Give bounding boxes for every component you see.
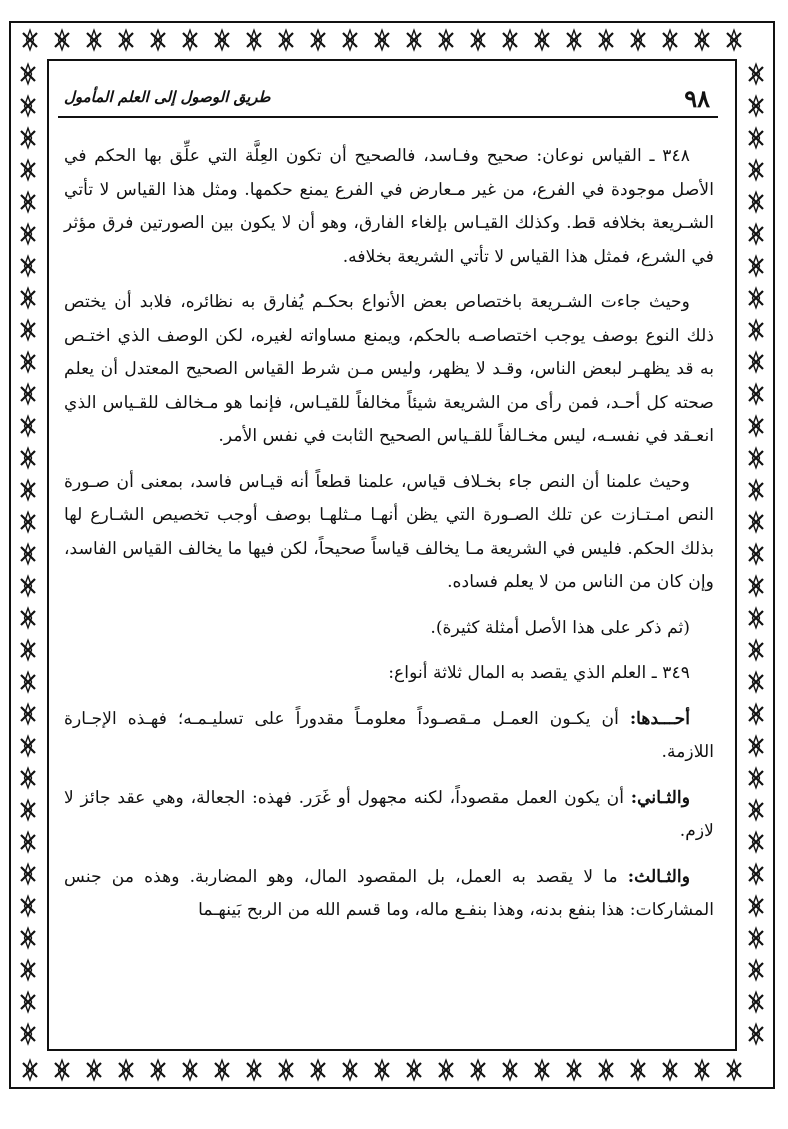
ornament-mark: [749, 803, 763, 817]
header-divider: [58, 116, 718, 118]
ornament-mark: [119, 33, 133, 47]
paragraph-text: (ثم ذكر على هذا الأصل أمثلة كثيرة).: [430, 617, 690, 638]
ornament-mark: [21, 419, 35, 433]
paragraph-text: أن يكـون العمـل مـقصـوداً معلومـاً مقدوراً على تسليـمـه؛ فهـذه الإجـارة اللازمة.: [64, 708, 714, 762]
paragraph-note: [64, 612, 714, 646]
ornament-mark: [535, 1063, 549, 1077]
ornament-mark: [749, 195, 763, 209]
ornament-mark: [749, 675, 763, 689]
ornament-mark: [631, 33, 645, 47]
paragraph-second-type: [64, 782, 714, 849]
ornament-mark: [151, 33, 165, 47]
ornament-mark: [279, 33, 293, 47]
ornament-mark: [55, 33, 69, 47]
ornament-mark: [21, 291, 35, 305]
ornament-mark: [471, 33, 485, 47]
ornament-mark: [311, 1063, 325, 1077]
ornament-mark: [749, 771, 763, 785]
paragraph-text: ٣٤٨ ـ القياس نوعان: صحيح وفـاسد، فالصحيح أن تكون العِلَّة التي علِّق بها الحكم في الأصل موجودة في الفرع، من غير مـعارض في الفرع يمنع حكمها. ومثل هذا القياس لا تأتي الشـريعة بخلافه قط. وكذلك القيـاس بإلغاء الفارق، وهو أن لا يكون بين الصورتين فرق مؤثر في الشرع، فمثل هذا القياس لا تأتي الشريعة بخلافه.: [64, 146, 714, 267]
ornament-mark: [21, 867, 35, 881]
ornament-mark: [599, 33, 613, 47]
ornament-mark: [87, 1063, 101, 1077]
ornament-mark: [215, 1063, 229, 1077]
ornament-mark: [749, 131, 763, 145]
ornament-mark: [727, 1063, 741, 1077]
ornament-mark: [749, 835, 763, 849]
page-number: ٩٨: [684, 84, 710, 113]
ornament-mark: [55, 1063, 69, 1077]
ornament-mark: [749, 963, 763, 977]
paragraph-text: وحيث جاءت الشـريعة باختصاص بعض الأنواع بحكـم يُفارق به نظائره، فلابد أن يختص ذلك النوع بوصف يوجب اختصاصـه بالحكم، ويمنع مساواته لغيره، لكن الوصف الذي اختـص به قد يظهـر لبعض الناس، وقـد لا يظهر، وليس مـن شرط القياس الصحيح المعتدل أن يعلم صحته كل أحـد، فمن رأى من الشريعة شيئاً مخالفاً للقيـاس، فإنما هو مـخالف للقـياس الذي انعـقد في نفسـه، ليس مخـالفاً للقـياس الصحيح الثابت في نفس الأمر.: [64, 292, 714, 446]
ornament-mark: [21, 387, 35, 401]
paragraph-text: وحيث علمنا أن النص جاء بخـلاف قياس، علمنا قطعاً أنه قيـاس فاسد، بمعنى أن صـورة النص امـتـازت عن تلك الصـورة التي يظن أنهـا مـثلهـا بوصف أوجب تخصيص الشـارع لها بذلك الحكم. فليس في الشريعة مـا يخالف قياساً صحيحاً، لكن فيها ما يخالف القياس الفاسد، وإن كان من الناس من لا يعلم فساده.: [64, 471, 714, 592]
ornament-mark: [21, 995, 35, 1009]
ornament-mark: [503, 1063, 517, 1077]
ornament-mark: [749, 163, 763, 177]
ornament-mark: [749, 259, 763, 273]
ornament-mark: [663, 1063, 677, 1077]
ornament-mark: [21, 483, 35, 497]
ornament-mark: [183, 1063, 197, 1077]
ornament-mark: [21, 451, 35, 465]
ornament-mark: [407, 33, 421, 47]
ornament-mark: [21, 259, 35, 273]
ornament-mark: [21, 963, 35, 977]
ornament-mark: [749, 739, 763, 753]
ornament-mark: [215, 33, 229, 47]
ornament-mark: [749, 355, 763, 369]
ornament-mark: [749, 899, 763, 913]
ornament-mark: [407, 1063, 421, 1077]
paragraph-third-type: [64, 861, 714, 928]
ornament-mark: [375, 1063, 389, 1077]
ornament-mark: [21, 803, 35, 817]
ornament-mark: [23, 33, 37, 47]
paragraph-first-type: [64, 703, 714, 770]
ornament-mark: [87, 33, 101, 47]
ornament-mark: [749, 931, 763, 945]
running-title: طريق الوصول إلى العلم المأمول: [64, 88, 271, 106]
paragraph-text: أن يكون العمل مقصوداً، لكنه مجهول أو غَرَر. فهذه: الجعالة، وهي عقد جائز لا لازم.: [64, 787, 714, 841]
ornament-mark: [21, 739, 35, 753]
ornament-mark: [663, 33, 677, 47]
ornament-mark: [21, 515, 35, 529]
ornament-mark: [749, 67, 763, 81]
ornament-mark: [631, 1063, 645, 1077]
ornament-mark: [21, 1027, 35, 1041]
ornament-mark: [21, 835, 35, 849]
ornament-mark: [21, 579, 35, 593]
ornament-mark: [21, 99, 35, 113]
ornament-mark: [21, 547, 35, 561]
ornament-mark: [749, 323, 763, 337]
ornament-mark: [599, 1063, 613, 1077]
ornament-mark: [21, 355, 35, 369]
ornament-mark: [567, 1063, 581, 1077]
ornament-mark: [695, 33, 709, 47]
ornament-mark: [247, 1063, 261, 1077]
ornament-mark: [23, 1063, 37, 1077]
page-header: [58, 78, 718, 118]
ornament-mark: [311, 33, 325, 47]
ornament-mark: [343, 33, 357, 47]
ornament-mark: [439, 1063, 453, 1077]
ornament-mark: [21, 675, 35, 689]
ornament-mark: [21, 323, 35, 337]
ornament-mark: [749, 643, 763, 657]
ornament-mark: [21, 611, 35, 625]
ornament-mark: [21, 163, 35, 177]
ornament-mark: [375, 33, 389, 47]
ornament-mark: [749, 867, 763, 881]
ornament-mark: [749, 451, 763, 465]
ornament-mark: [749, 707, 763, 721]
ornament-mark: [21, 67, 35, 81]
ornament-mark: [439, 33, 453, 47]
paragraph-text: ما لا يقصد به العمل، بل المقصود المال، وهو المضاربة. وهذه من جنس المشاركات: هذا بنفع بدنه، وهذا بنفـع ماله، وما قسم الله من الربح بَينهـما: [64, 866, 714, 920]
ornament-mark: [21, 643, 35, 657]
ornament-mark: [535, 33, 549, 47]
ornament-mark: [749, 99, 763, 113]
ornament-mark: [695, 1063, 709, 1077]
ornament-mark: [567, 33, 581, 47]
ornament-mark: [471, 1063, 485, 1077]
ornament-mark: [749, 419, 763, 433]
ornament-mark: [279, 1063, 293, 1077]
ornament-mark: [749, 483, 763, 497]
ornament-mark: [749, 515, 763, 529]
ornament-mark: [727, 33, 741, 47]
ornament-mark: [21, 227, 35, 241]
item-lead: والثـالث:: [627, 866, 690, 887]
ornament-mark: [749, 291, 763, 305]
ornament-mark: [119, 1063, 133, 1077]
ornament-mark: [749, 387, 763, 401]
item-lead: والثـاني:: [630, 787, 690, 808]
ornament-mark: [21, 771, 35, 785]
ornament-mark: [247, 33, 261, 47]
ornament-mark: [749, 579, 763, 593]
ornament-mark: [21, 195, 35, 209]
paragraph-348: [64, 140, 714, 274]
paragraph-special-rulings: [64, 286, 714, 454]
ornament-mark: [21, 707, 35, 721]
ornament-mark: [21, 899, 35, 913]
ornament-mark: [749, 227, 763, 241]
paragraph-text-vs-analogy: [64, 466, 714, 600]
ornament-mark: [151, 1063, 165, 1077]
ornament-mark: [503, 33, 517, 47]
page-body: [64, 140, 714, 940]
paragraph-text: ٣٤٩ ـ العلم الذي يقصد به المال ثلاثة أنواع:: [388, 663, 690, 683]
paragraph-349: [64, 657, 714, 691]
ornament-mark: [749, 995, 763, 1009]
ornament-mark: [749, 611, 763, 625]
ornament-mark: [21, 131, 35, 145]
ornament-mark: [21, 931, 35, 945]
item-lead: أحـــدها:: [629, 708, 690, 729]
ornament-mark: [343, 1063, 357, 1077]
ornament-mark: [749, 547, 763, 561]
ornament-mark: [749, 1027, 763, 1041]
ornament-mark: [183, 33, 197, 47]
